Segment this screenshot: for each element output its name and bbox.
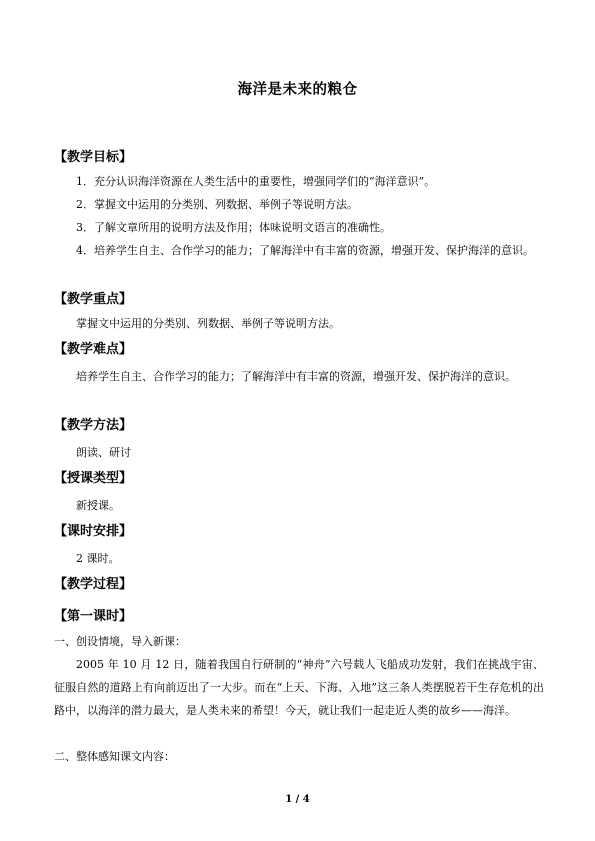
heading-first-lesson: 【第一课时】 <box>54 609 133 624</box>
goal-item-2: 2．掌握文中运用的分类别、列数据、举例子等说明方法。 <box>76 198 358 211</box>
difficulty-text: 培养学生自主、合作学习的能力；了解海洋中有丰富的资源，增强开发、保护海洋的意识。 <box>76 370 516 383</box>
step-1-text: 2005 年 10 月 12 日，随着我国自行研制的“神舟”六号载人飞船成功发射，我们在挑战宇宙、征服自然的道路上有向前迈出了一大步。而在“上天、下海、入地”这三条人类摆脱若干生存危机的出路中，以海洋的潜力最大，是人类未来的希望！今天，就让我们一起走近人类的故乡——海洋。 <box>54 658 544 717</box>
method-text: 朗读、研讨 <box>76 446 131 459</box>
step-2-heading: 二、整体感知课文内容： <box>54 750 175 763</box>
focus-text: 掌握文中运用的分类别、列数据、举例子等说明方法。 <box>76 317 340 330</box>
step-1-heading: 一、创设情境，导入新课： <box>54 635 186 648</box>
goal-item-3: 3．了解文章所用的说明方法及作用；体味说明文语言的准确性。 <box>76 221 391 234</box>
lesson-type-text: 新授课。 <box>76 499 120 512</box>
page-title: 海洋是未来的粮仓 <box>237 81 358 98</box>
schedule-text: 2 课时。 <box>76 552 120 565</box>
heading-schedule: 【课时安排】 <box>54 524 133 539</box>
goal-item-1: 1．充分认识海洋资源在人类生活中的重要性，增强同学们的“海洋意识”。 <box>76 175 436 188</box>
heading-lesson-type: 【授课类型】 <box>54 471 133 486</box>
heading-teaching-method: 【教学方法】 <box>54 418 133 433</box>
goal-item-4: 4．培养学生自主、合作学习的能力；了解海洋中有丰富的资源，增强开发、保护海洋的意识。 <box>76 244 534 257</box>
heading-teaching-focus: 【教学重点】 <box>54 292 133 307</box>
page-number: 1 / 4 <box>285 794 310 805</box>
heading-teaching-process: 【教学过程】 <box>54 577 133 592</box>
heading-teaching-goals: 【教学目标】 <box>54 150 133 165</box>
heading-teaching-difficulty: 【教学难点】 <box>54 342 133 357</box>
